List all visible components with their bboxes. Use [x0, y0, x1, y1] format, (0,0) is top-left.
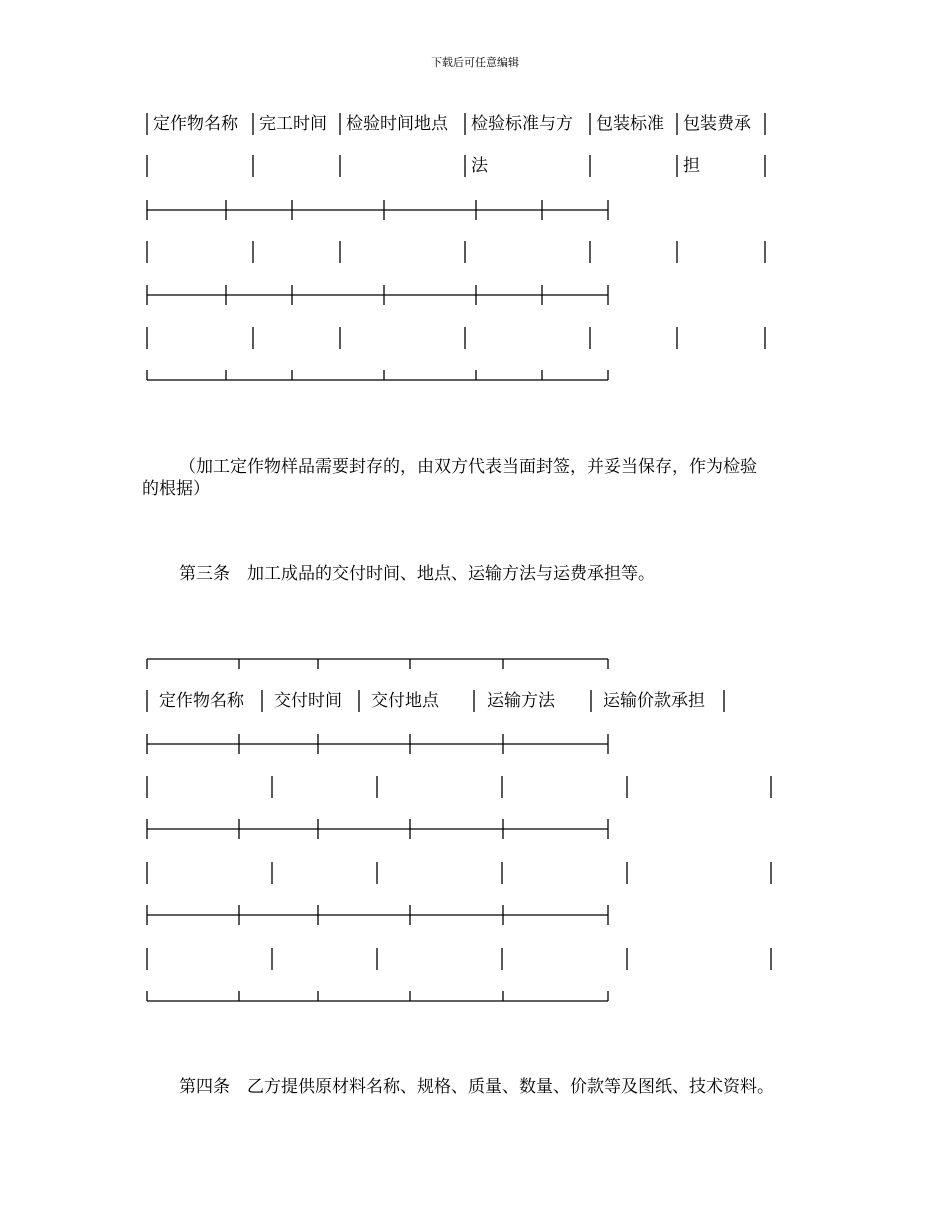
- table2-separator-1: [147, 734, 608, 754]
- table2-row-2-bars: [147, 862, 771, 884]
- table1-header-packaging-standard: 包装标准: [596, 114, 664, 134]
- page-header-note: 下载后可任意编辑: [431, 56, 519, 69]
- sample-sealing-note-line1: （加工定作物样品需要封存的，由双方代表当面封签，并妥当保存，作为检验: [179, 457, 757, 477]
- table2-top-border: [147, 659, 608, 669]
- article-4-heading: 第四条 乙方提供原材料名称、规格、质量、数量、价款等及图纸、技术资料。: [179, 1077, 774, 1097]
- table2-row-1-bars: [147, 776, 771, 798]
- table2-row-3-bars: [147, 948, 771, 970]
- table1-header-inspection-time-place: 检验时间地点: [346, 114, 448, 134]
- article-3-heading: 第三条 加工成品的交付时间、地点、运输方法与运费承担等。: [179, 564, 655, 584]
- table2-header-delivery-time: 交付时间: [274, 691, 342, 711]
- table2-header-delivery-place: 交付地点: [371, 691, 439, 711]
- table2-header-product-name: 定作物名称: [159, 691, 244, 711]
- table1-header-packaging-fee: 包装费承: [683, 114, 751, 134]
- table2-header-transport-method: 运输方法: [487, 691, 555, 711]
- table1-header-inspection-standard: 检验标准与方: [471, 114, 573, 134]
- table2-separator-2: [147, 819, 608, 839]
- table2-bottom-border: [147, 991, 608, 1001]
- table1-header-packaging-fee-cont: 担: [683, 156, 700, 176]
- table1-header-inspection-standard-cont: 法: [471, 156, 488, 176]
- sample-sealing-note-line2: 的根据）: [142, 479, 210, 499]
- table1-header-completion-time: 完工时间: [259, 114, 327, 134]
- table2-header-transport-cost: 运输价款承担: [603, 691, 705, 711]
- table2-separator-3: [147, 905, 608, 925]
- table2-header-bars: [147, 690, 724, 712]
- table1-header-product-name: 定作物名称: [153, 114, 238, 134]
